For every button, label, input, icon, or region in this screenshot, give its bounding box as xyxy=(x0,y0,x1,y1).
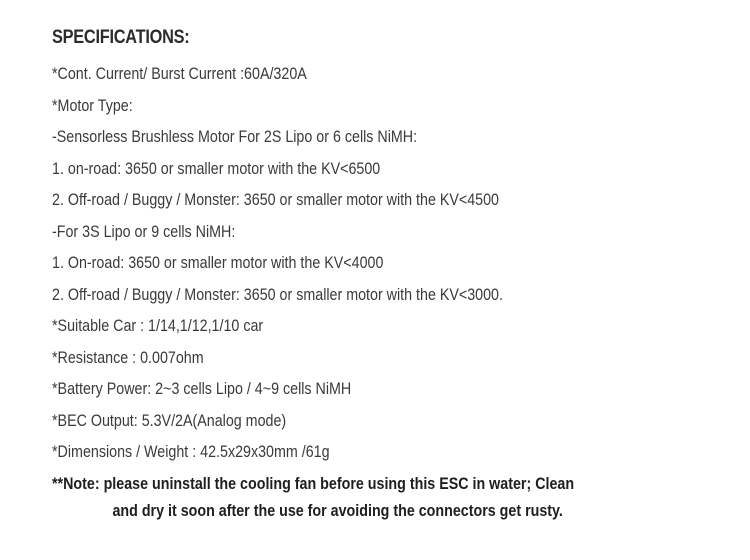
spec-line: 2. Off-road / Buggy / Monster: 3650 or smaller motor with the KV<3000. xyxy=(52,284,503,304)
spec-line: *Motor Type: xyxy=(52,95,133,115)
note-line-2: and dry it soon after the use for avoiding the connectors get rusty. xyxy=(112,501,563,520)
spec-line: *BEC Output: 5.3V/2A(Analog mode) xyxy=(52,410,287,430)
spec-line: *Resistance : 0.007ohm xyxy=(52,347,204,367)
note-line-1: **Note: please uninstall the cooling fan before using this ESC in water; Clean xyxy=(52,474,575,493)
spec-line: -For 3S Lipo or 9 cells NiMH: xyxy=(52,221,236,241)
spec-line: *Cont. Current/ Burst Current :60A/320A xyxy=(52,64,307,83)
spec-line: 2. Off-road / Buggy / Monster: 3650 or smaller motor with the KV<4500 xyxy=(52,190,500,209)
warning-note xyxy=(52,472,742,526)
section-title: SPECIFICATIONS: xyxy=(52,27,190,48)
spec-line: *Suitable Car : 1/14,1/12,1/10 car xyxy=(52,316,264,335)
spec-line: *Battery Power: 2~3 cells Lipo / 4~9 cells NiMH xyxy=(52,379,352,398)
spec-line: 1. On-road: 3650 or smaller motor with the KV<4000 xyxy=(52,253,384,272)
spec-line: 1. on-road: 3650 or smaller motor with the KV<6500 xyxy=(52,158,381,178)
spec-line: -Sensorless Brushless Motor For 2S Lipo or 6 cells NiMH: xyxy=(52,127,418,146)
spec-list xyxy=(52,62,732,472)
spec-line: *Dimensions / Weight : 42.5x29x30mm /61g xyxy=(52,442,330,461)
